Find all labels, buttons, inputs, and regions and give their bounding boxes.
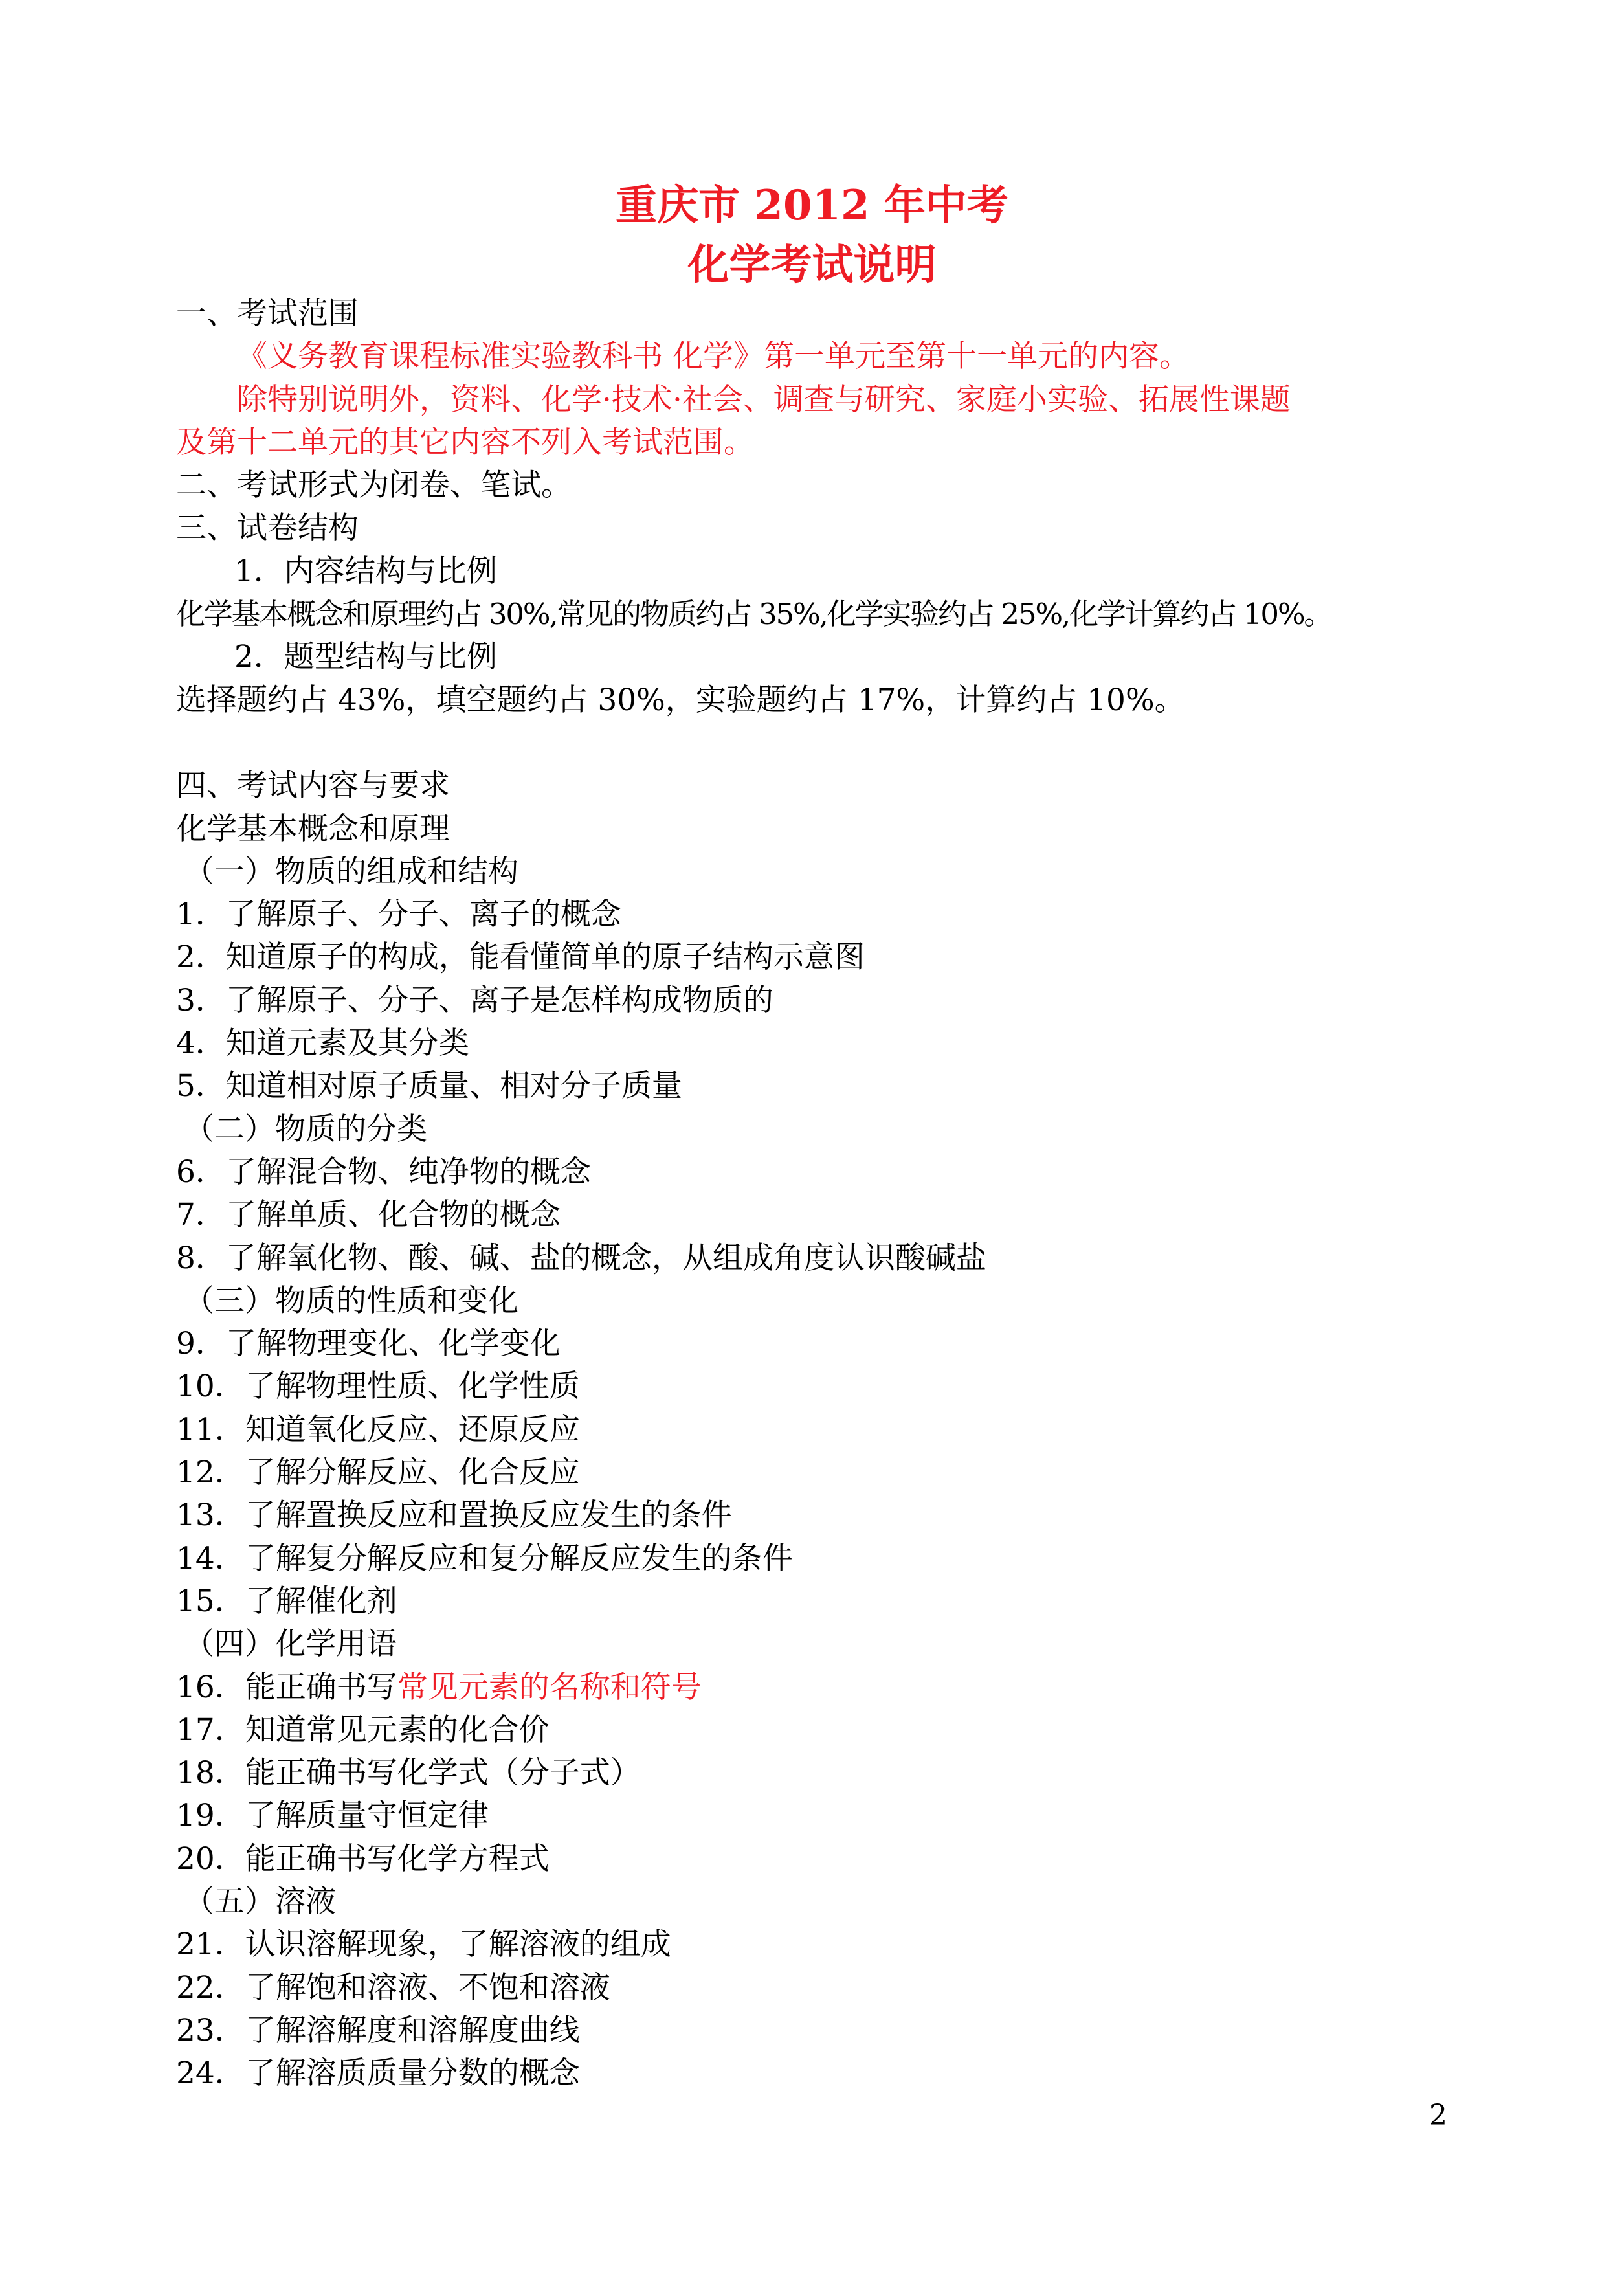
list-item: 15．了解催化剂 bbox=[176, 1583, 397, 1619]
content-structure-heading: 1．内容结构与比例 bbox=[234, 553, 497, 589]
content-structure-ratio: 化学基本概念和原理约占 30%,常见的物质约占 35%,化学实验约占 25%,化学计算约占 10%。 bbox=[176, 597, 1332, 632]
list-item: 8．了解氧化物、酸、碱、盐的概念，从组成角度认识酸碱盐 bbox=[176, 1240, 986, 1276]
list-item: 23．了解溶解度和溶解度曲线 bbox=[176, 2012, 580, 2048]
list-item: 1．了解原子、分子、离子的概念 bbox=[176, 897, 621, 933]
question-type-heading: 2．题型结构与比例 bbox=[234, 639, 497, 675]
list-item: 5．知道相对原子质量、相对分子质量 bbox=[176, 1068, 682, 1104]
question-type-ratio: 选择题约占 43%，填空题约占 30%，实验题约占 17%，计算约占 10%。 bbox=[176, 682, 1185, 718]
document-title: 重庆市 2012 年中考 bbox=[616, 181, 1008, 230]
exam-exclusion-text-cont: 及第十二单元的其它内容不列入考试范围。 bbox=[176, 424, 754, 460]
list-item: 10．了解物理性质、化学性质 bbox=[176, 1369, 580, 1405]
list-item: 21．认识溶解现象，了解溶液的组成 bbox=[176, 1927, 671, 1963]
exam-exclusion-text: 除特别说明外，资料、化学·技术·社会、调查与研究、家庭小实验、拓展性课题 bbox=[237, 381, 1291, 418]
list-item: 9．了解物理变化、化学变化 bbox=[176, 1326, 561, 1362]
section-4-heading: 四、考试内容与要求 bbox=[176, 768, 450, 804]
list-item: 11．知道氧化反应、还原反应 bbox=[176, 1411, 580, 1448]
list-item: 12．了解分解反应、化合反应 bbox=[176, 1455, 580, 1491]
group-heading: （三）物质的性质和变化 bbox=[184, 1282, 518, 1319]
document-body bbox=[176, 293, 1522, 2095]
section-4-subheading: 化学基本概念和原理 bbox=[176, 811, 450, 847]
list-item: 4．知道元素及其分类 bbox=[176, 1025, 469, 1062]
exam-scope-text: 《义务教育课程标准实验教科书 化学》第一单元至第十一单元的内容。 bbox=[237, 339, 1190, 375]
list-item bbox=[176, 1666, 1522, 1709]
list-item: 3．了解原子、分子、离子是怎样构成物质的 bbox=[176, 982, 773, 1018]
group-heading: （五）溶液 bbox=[184, 1883, 336, 1919]
list-item: 18．能正确书写化学式（分子式） bbox=[176, 1755, 641, 1791]
section-2-heading: 二、考试形式为闭卷、笔试。 bbox=[176, 467, 572, 504]
group-heading: （二）物质的分类 bbox=[184, 1111, 427, 1147]
list-item: 17．知道常见元素的化合价 bbox=[176, 1712, 550, 1748]
list-item: 20．能正确书写化学方程式 bbox=[176, 1840, 550, 1877]
group-heading: （一）物质的组成和结构 bbox=[184, 853, 518, 889]
list-item: 7．了解单质、化合物的概念 bbox=[176, 1197, 561, 1233]
group-heading: （四）化学用语 bbox=[184, 1626, 397, 1662]
blank-line bbox=[176, 722, 1522, 765]
list-item-highlight: 常见元素的名称和符号 bbox=[397, 1669, 702, 1705]
section-3-heading: 三、试卷结构 bbox=[176, 510, 359, 546]
list-item: 19．了解质量守恒定律 bbox=[176, 1798, 489, 1834]
list-item: 14．了解复分解反应和复分解反应发生的条件 bbox=[176, 1540, 793, 1576]
list-item: 24．了解溶质质量分数的概念 bbox=[176, 2055, 580, 2092]
section-1-heading: 一、考试范围 bbox=[176, 296, 359, 331]
list-item: 13．了解置换反应和置换反应发生的条件 bbox=[176, 1497, 732, 1534]
page-number: 2 bbox=[1429, 2099, 1447, 2132]
list-item: 6．了解混合物、纯净物的概念 bbox=[176, 1154, 591, 1190]
list-item-prefix: 16．能正确书写 bbox=[176, 1669, 397, 1705]
list-item: 2．知道原子的构成，能看懂简单的原子结构示意图 bbox=[176, 939, 865, 976]
document-subtitle: 化学考试说明 bbox=[687, 241, 937, 289]
list-item: 22．了解饱和溶液、不饱和溶液 bbox=[176, 1969, 610, 2006]
